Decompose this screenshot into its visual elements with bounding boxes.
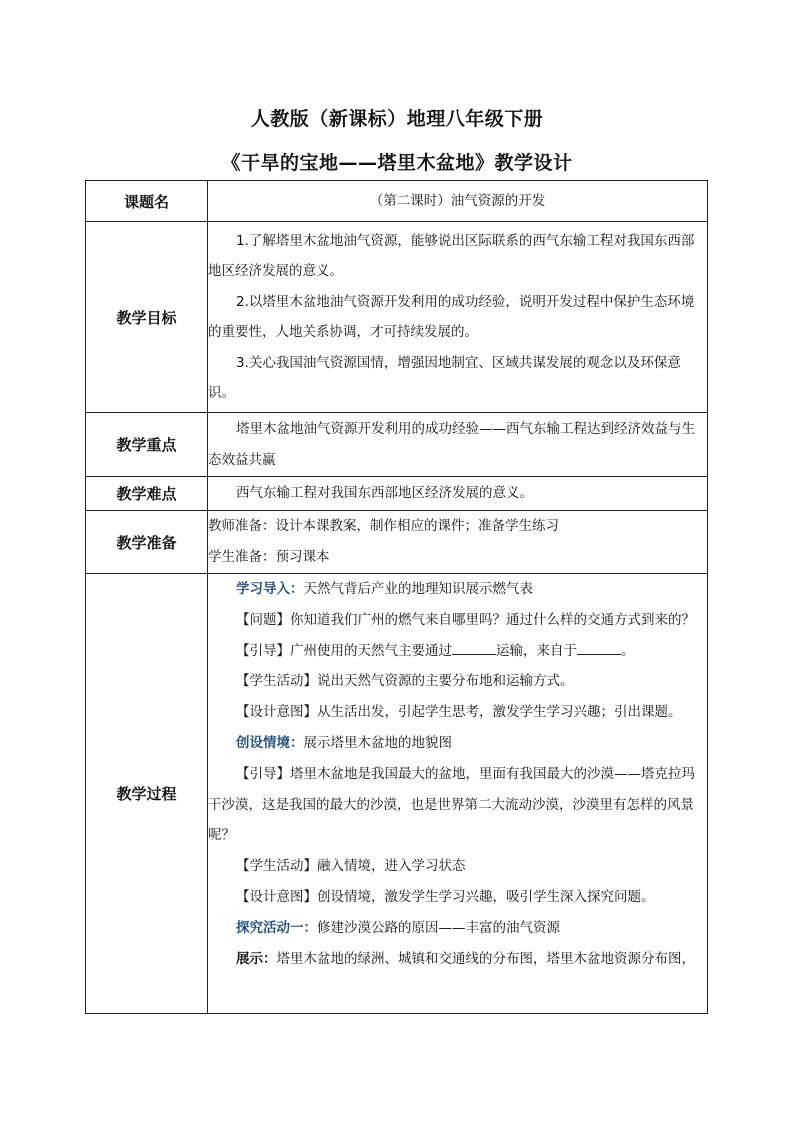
lesson-plan-table <box>85 180 708 1014</box>
student-activity-1 <box>208 666 707 697</box>
activity-text: 融入情境，进入学习状态 <box>317 858 466 875</box>
question-tag: 【问题】 <box>236 611 290 628</box>
guide-tag: 【引导】 <box>236 642 290 659</box>
goal-item: 1.了解塔里木盆地油气资源，能够说出区际联系的西气东输工程对我国东西部地区经济发展的意义。 <box>208 232 695 279</box>
guide-text-a: 广州使用的天然气主要通过 <box>290 642 452 659</box>
fill-blank-transport[interactable] <box>452 640 496 655</box>
guide-text-c: 。 <box>621 642 635 659</box>
goal-item: 2.以塔里木盆地油气资源开发利用的成功经验，说明开发过程中保护生态环境的重要性，人地关系协调，才可持续发展的。 <box>208 293 695 340</box>
row-goals <box>86 222 708 413</box>
question-paragraph <box>208 605 707 636</box>
label-difficulties: 教学难点 <box>86 477 208 511</box>
activity-tag: 【学生活动】 <box>236 858 317 875</box>
preparation-content <box>208 511 708 574</box>
intro-paragraph <box>208 574 707 605</box>
row-topic <box>86 181 708 222</box>
key-points-content <box>208 413 708 477</box>
explore-heading: 探究活动一： <box>236 919 317 936</box>
intent-tag: 【设计意图】 <box>236 888 317 905</box>
design-intent-2 <box>208 882 707 913</box>
guide-text-b: 运输，来自于 <box>496 642 577 659</box>
intent-text: 创设情境，激发学生学习兴趣，吸引学生深入探究问题。 <box>317 888 655 905</box>
topic-value: （第二课时）油气资源的开发 <box>208 181 708 222</box>
question-text: 你知道我们广州的燃气来自哪里吗？通过什么样的交通方式到来的？ <box>290 611 695 628</box>
goal-item: 3.关心我国油气资源国情，增强因地制宜、区域共谋发展的观念以及环保意识。 <box>208 354 681 401</box>
scene-paragraph <box>208 728 707 759</box>
intent-tag: 【设计意图】 <box>236 704 317 721</box>
label-key-points: 教学重点 <box>86 413 208 477</box>
document-title: 人教版（新课标）地理八年级下册 <box>250 108 544 130</box>
row-difficulties <box>86 477 708 511</box>
student-prep: 学生准备：预习课本 <box>208 549 330 565</box>
intro-text: 天然气背后产业的地理知识展示燃气表 <box>303 581 533 597</box>
scene-heading: 创设情境： <box>236 734 304 751</box>
process-content <box>208 574 708 1014</box>
goals-content <box>208 222 708 413</box>
show-heading: 展示： <box>236 950 277 967</box>
difficulties-text: 西气东输工程对我国东西部地区经济发展的意义。 <box>236 485 533 501</box>
student-activity-2 <box>208 851 707 882</box>
guide-tag: 【引导】 <box>236 765 290 782</box>
show-text: 塔里木盆地的绿洲、城镇和交通线的分布图，塔里木盆地资源分布图， <box>276 950 695 967</box>
guide-paragraph-2 <box>208 759 707 851</box>
show-paragraph <box>208 944 707 975</box>
label-preparation: 教学准备 <box>86 511 208 574</box>
scene-text: 展示塔里木盆地的地貌图 <box>303 734 452 751</box>
guide-text: 塔里木盆地是我国最大的盆地，里面有我国最大的沙漠——塔克拉玛干沙漠，这是我国的最大的沙漠，也是世界第二大流动沙漠，沙漠里有怎样的风景呢？ <box>208 765 695 844</box>
label-topic: 课题名 <box>86 181 208 222</box>
intro-heading: 学习导入： <box>236 581 304 597</box>
guide-paragraph-1 <box>208 636 707 667</box>
label-process: 教学过程 <box>86 574 208 1014</box>
difficulties-content <box>208 477 708 511</box>
row-key-points <box>86 413 708 477</box>
row-preparation <box>86 511 708 574</box>
explore-paragraph <box>208 913 707 944</box>
activity-tag: 【学生活动】 <box>236 673 317 690</box>
row-process <box>86 574 708 1014</box>
label-goals: 教学目标 <box>86 222 208 413</box>
fill-blank-origin[interactable] <box>577 640 621 655</box>
document-subtitle: 《干旱的宝地——塔里木盆地》教学设计 <box>221 152 573 174</box>
explore-text: 修建沙漠公路的原因——丰富的油气资源 <box>317 919 560 936</box>
teacher-prep: 教师准备：设计本课教案，制作相应的课件；准备学生练习 <box>208 518 559 534</box>
key-points-text: 塔里木盆地油气资源开发利用的成功经验——西气东输工程达到经济效益与生态效益共赢 <box>208 420 695 468</box>
intent-text: 从生活出发，引起学生思考，激发学生学习兴趣；引出课题。 <box>317 704 682 721</box>
design-intent-1 <box>208 697 707 728</box>
activity-text: 说出天然气资源的主要分布地和运输方式。 <box>317 673 574 690</box>
